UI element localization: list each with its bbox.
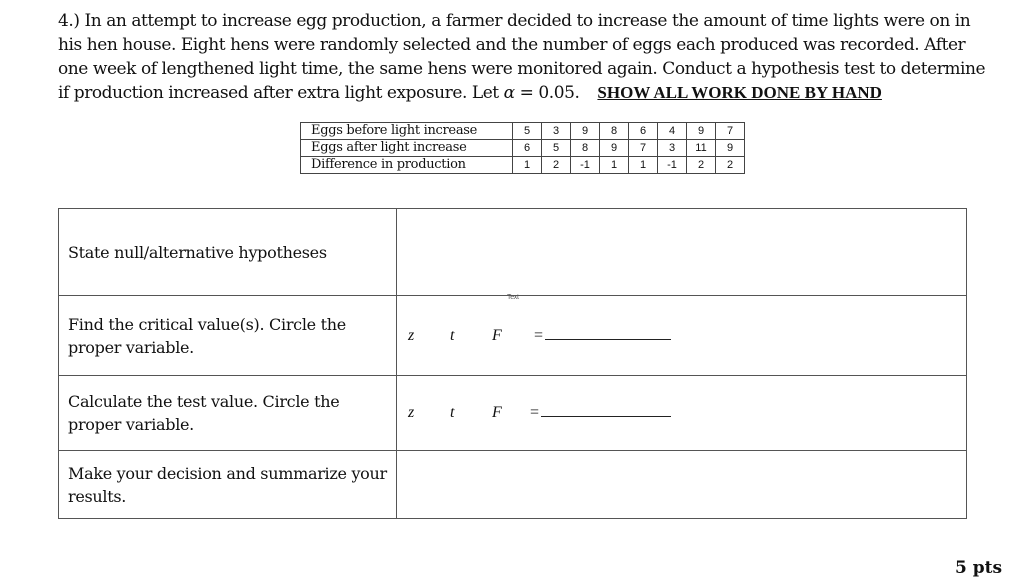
critical-f-option[interactable]: F [492,326,502,344]
test-z-option[interactable]: z [408,404,414,421]
data-cell: 2 [542,157,571,174]
show-work-instruction: SHOW ALL WORK DONE BY HAND [597,83,882,102]
critical-equals: = [534,326,543,344]
data-row-label: Eggs before light increase [301,123,513,140]
decision-prompt: Make your decision and summarize your results. [59,451,397,519]
problem-statement [58,9,993,105]
critical-z-option[interactable]: z [408,326,414,344]
hypotheses-row [59,209,967,296]
decision-answer-area[interactable] [397,451,967,519]
test-t-option[interactable]: t [450,404,455,421]
data-row-label: Eggs after light increase [301,140,513,157]
data-cell: 2 [716,157,745,174]
data-cell: 6 [629,123,658,140]
test-variable-choices [397,404,966,422]
data-cell: 7 [716,123,745,140]
data-cell: 9 [571,123,600,140]
data-cell: 2 [687,157,716,174]
test-value-prompt: Calculate the test value. Circle the proper variable. [59,376,397,451]
hypotheses-answer-area[interactable] [397,209,967,301]
test-f-option[interactable]: F [492,404,502,421]
critical-value-prompt: Find the critical value(s). Circle the proper variable. [59,296,397,376]
data-cell: -1 [571,157,600,174]
stray-text-label: Text [507,294,519,301]
data-table-row [301,157,745,174]
data-cell: 1 [513,157,542,174]
points-label: 5 pts [955,558,1003,578]
data-table-row [301,123,745,140]
data-cell: 8 [571,140,600,157]
hypotheses-prompt: State null/alternative hypotheses [59,209,397,296]
critical-t-option[interactable]: t [450,326,455,344]
data-table-row [301,140,745,157]
data-cell: 5 [542,140,571,157]
data-cell: 5 [513,123,542,140]
alpha-value: = 0.05. [519,83,580,103]
data-cell: 3 [542,123,571,140]
decision-row [59,451,967,519]
problem-number: 4.) [58,11,80,31]
data-cell: 6 [513,140,542,157]
test-value-blank[interactable] [541,415,671,417]
data-cell: 9 [716,140,745,157]
critical-value-blank[interactable] [545,338,671,340]
data-cell: 9 [600,140,629,157]
data-cell: 1 [600,157,629,174]
problem-text: In an attempt to increase egg production, a farmer decided to increase the amount of time lights were on in his hen house. Eight hens were randomly selected and the number of eggs each produced was recorded. After one week of lengthened light time, the same hens were monitored again. Conduct a hypothesis test to determine if production increased after extra light exposure. Let [58,11,986,103]
test-equals: = [530,404,539,421]
critical-value-row [59,296,967,376]
data-cell: 11 [687,140,716,157]
test-value-answer-area[interactable] [397,376,967,451]
data-cell: 1 [629,157,658,174]
critical-variable-choices [397,327,966,345]
data-cell: 7 [629,140,658,157]
data-cell: 3 [658,140,687,157]
alpha-symbol: α [503,83,515,103]
work-table [58,208,967,519]
data-cell: 9 [687,123,716,140]
data-cell: -1 [658,157,687,174]
data-cell: 8 [600,123,629,140]
data-cell: 4 [658,123,687,140]
test-value-row [59,376,967,451]
critical-value-answer-area[interactable] [397,296,967,376]
data-row-label: Difference in production [301,157,513,174]
egg-data-table [300,122,745,174]
